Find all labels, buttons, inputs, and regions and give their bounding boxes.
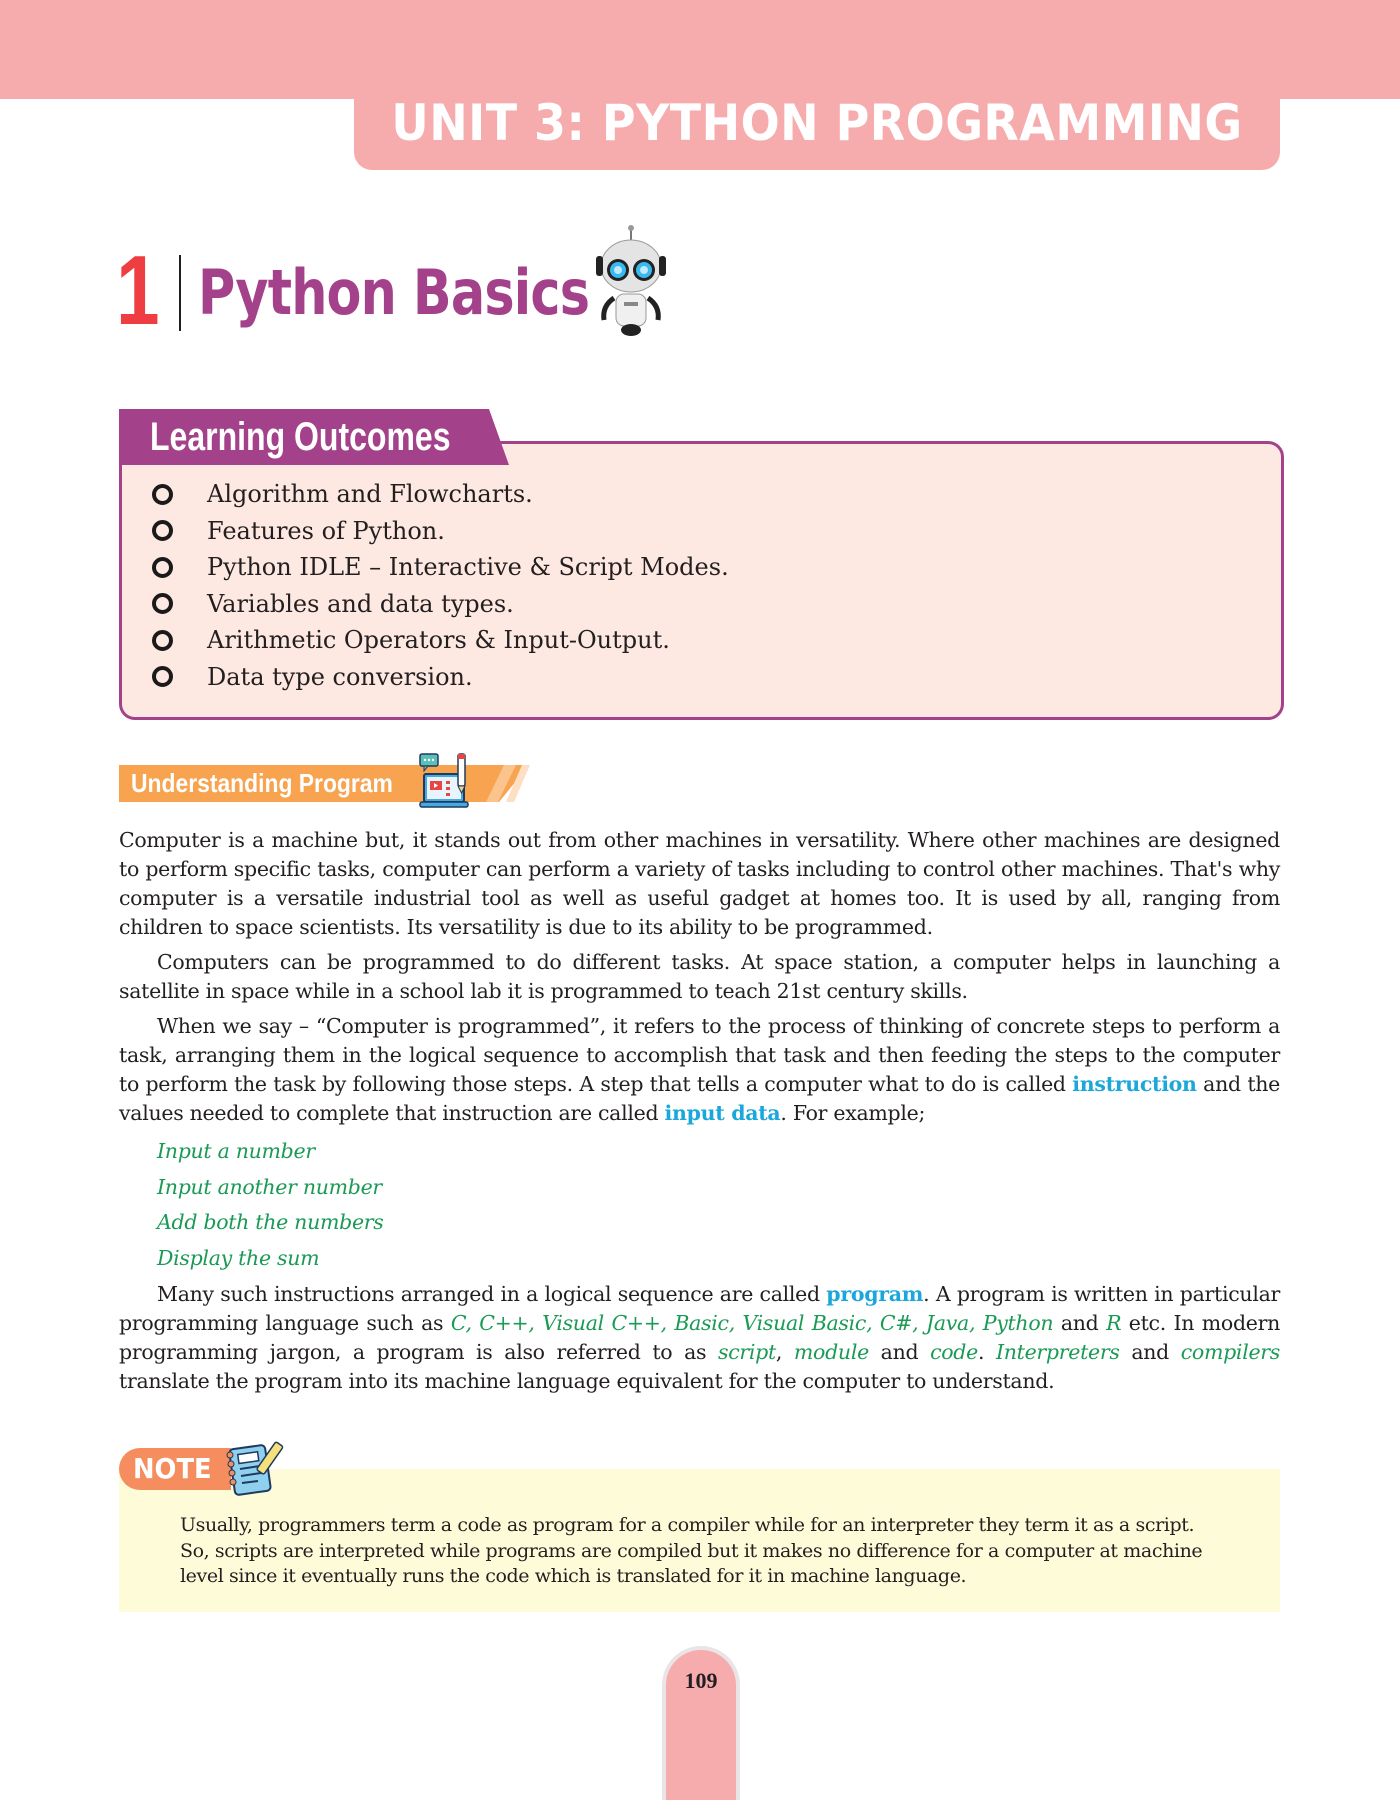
unit-title: UNIT 3: PYTHON PROGRAMMING xyxy=(391,94,1243,152)
bullet-icon xyxy=(152,520,173,541)
paragraph: When we say – “Computer is programmed”, it refers to the process of thinking of concrete steps to perform a task, arranging them in the logical sequence to accomplish that task and then feeding the steps to the computer to perform the task by following those steps. A step that tells a computer what to do is called instruction and the values needed to complete that instruction are called input data. For example; xyxy=(119,1014,1280,1125)
keyword-instruction: instruction xyxy=(1072,1072,1197,1096)
outcome-item: Algorithm and Flowcharts. xyxy=(152,476,729,513)
learning-outcomes-title: Learning Outcomes xyxy=(150,415,451,459)
language-list: C, C++, Visual C++, Basic, Visual Basic, C#, Java, Python xyxy=(450,1311,1054,1335)
note-text xyxy=(180,1513,1260,1590)
note-label: NOTE xyxy=(133,1452,212,1485)
note-line: level since it eventually runs the code which is translated for it in machine language. xyxy=(180,1565,967,1587)
note-line: Usually, programmers term a code as program for a compiler while for an interpreter they term it as a script. xyxy=(180,1514,1195,1536)
bullet-icon xyxy=(152,630,173,651)
keyword-input-data: input data xyxy=(664,1101,781,1125)
example-step: Input another number xyxy=(157,1174,382,1199)
example-step: Add both the numbers xyxy=(157,1210,384,1234)
notepad-icon xyxy=(220,1437,290,1499)
chapter-title: Python Basics xyxy=(198,256,590,329)
keyword-program: program xyxy=(826,1282,924,1306)
example-step: Input a number xyxy=(157,1139,315,1163)
bullet-icon xyxy=(152,557,173,578)
example-step: Display the sum xyxy=(157,1245,320,1270)
learning-outcomes-list xyxy=(152,476,729,695)
paragraph: Computers can be programmed to do different tasks. At space station, a computer helps in launching a satellite in space while in a school lab it is programmed to teach 21st century skills. xyxy=(119,950,1280,1003)
section-body xyxy=(119,826,1280,1402)
outcome-item: Python IDLE – Interactive & Script Modes. xyxy=(152,549,729,586)
chapter-divider xyxy=(179,255,181,331)
header-band xyxy=(0,0,1400,99)
paragraph: Computer is a machine but, it stands out from other machines in versatility. Where other machines are designed to perform specific tasks, computer can perform a variety of tasks including to control other machines. That's why computer is a versatile industrial tool as well as useful gadget at homes too. It is used by all, ranging from children to space scientists. Its versatility is due to its ability to be programmed. xyxy=(119,828,1280,939)
outcome-item: Features of Python. xyxy=(152,513,729,550)
page-number: 109 xyxy=(684,1668,718,1693)
laptop-pencil-icon xyxy=(418,752,474,810)
bullet-icon xyxy=(152,593,173,614)
example-steps xyxy=(157,1134,1280,1276)
paragraph: Many such instructions arranged in a logical sequence are called program. A program is written in particular programming language such as C, C++, Visual C++, Basic, Visual Basic, C#, Java, Python and R etc. In modern programming jargon, a program is also referred to as script, module and code. Interpreters and compilers translate the program into its machine language equivalent for the computer to understand. xyxy=(119,1282,1281,1393)
section-heading: Understanding Program xyxy=(131,768,393,798)
robot-icon xyxy=(590,224,672,340)
chapter-number: 1 xyxy=(116,235,160,345)
outcome-item: Variables and data types. xyxy=(152,586,729,623)
bullet-icon xyxy=(152,484,173,505)
bullet-icon xyxy=(152,666,173,687)
outcome-item: Data type conversion. xyxy=(152,659,729,696)
outcome-item: Arithmetic Operators & Input-Output. xyxy=(152,622,729,659)
note-line: So, scripts are interpreted while programs are compiled but it makes no difference for a computer at machine xyxy=(180,1539,1203,1562)
